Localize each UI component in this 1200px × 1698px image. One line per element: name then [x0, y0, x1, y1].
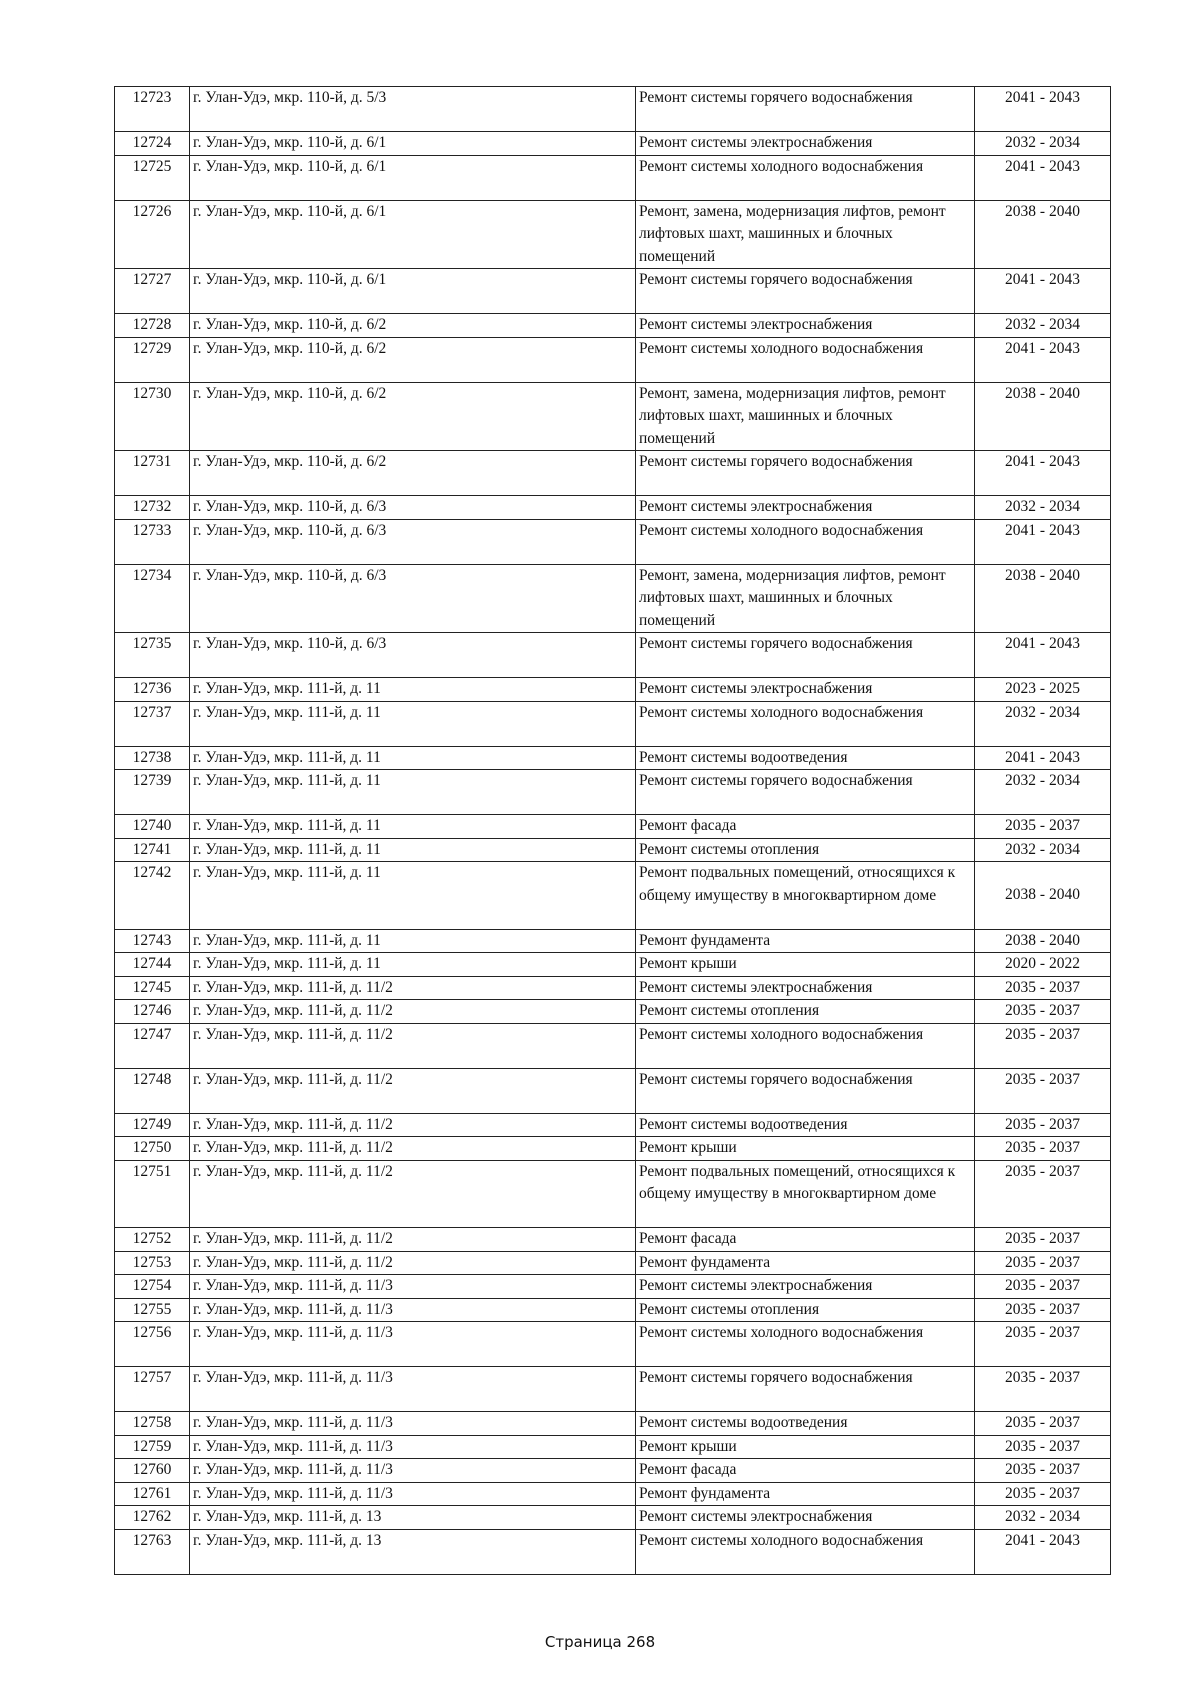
period-cell: 2035 - 2037	[975, 1367, 1111, 1412]
work-type-cell: Ремонт подвальных помещений, относящихся к общему имуществу в многоквартирном доме	[636, 1160, 975, 1228]
row-number-cell: 12752	[115, 1228, 190, 1252]
address-cell: г. Улан-Удэ, мкр. 110-й, д. 6/2	[190, 337, 636, 382]
table-row	[115, 1160, 1111, 1228]
period-cell: 2035 - 2037	[975, 976, 1111, 1000]
row-number-cell: 12724	[115, 132, 190, 156]
row-number-cell: 12751	[115, 1160, 190, 1228]
row-number-cell: 12733	[115, 519, 190, 564]
work-type-cell: Ремонт системы холодного водоснабжения	[636, 1023, 975, 1068]
table-row	[115, 1435, 1111, 1459]
work-type-cell: Ремонт системы водоотведения	[636, 1412, 975, 1436]
row-number-cell: 12741	[115, 838, 190, 862]
address-cell: г. Улан-Удэ, мкр. 110-й, д. 5/3	[190, 87, 636, 132]
row-number-cell: 12744	[115, 953, 190, 977]
period-cell: 2041 - 2043	[975, 746, 1111, 770]
period-cell: 2038 - 2040	[975, 929, 1111, 953]
address-cell: г. Улан-Удэ, мкр. 111-й, д. 11/2	[190, 1023, 636, 1068]
table-row	[115, 1529, 1111, 1574]
work-type-cell: Ремонт подвальных помещений, относящихся к общему имуществу в многоквартирном доме	[636, 862, 975, 930]
work-type-cell: Ремонт крыши	[636, 953, 975, 977]
row-number-cell: 12736	[115, 678, 190, 702]
work-type-cell: Ремонт системы отопления	[636, 1000, 975, 1024]
period-cell: 2041 - 2043	[975, 337, 1111, 382]
table-row	[115, 382, 1111, 451]
row-number-cell: 12748	[115, 1068, 190, 1113]
period-cell: 2041 - 2043	[975, 519, 1111, 564]
row-number-cell: 12757	[115, 1367, 190, 1412]
row-number-cell: 12738	[115, 746, 190, 770]
work-type-cell: Ремонт фундамента	[636, 929, 975, 953]
table-row	[115, 155, 1111, 200]
period-cell: 2041 - 2043	[975, 155, 1111, 200]
table-row	[115, 132, 1111, 156]
row-number-cell: 12758	[115, 1412, 190, 1436]
period-cell: 2035 - 2037	[975, 1482, 1111, 1506]
work-type-cell: Ремонт системы горячего водоснабжения	[636, 633, 975, 678]
row-number-cell: 12743	[115, 929, 190, 953]
address-cell: г. Улан-Удэ, мкр. 111-й, д. 11	[190, 929, 636, 953]
row-number-cell: 12746	[115, 1000, 190, 1024]
table-row	[115, 1137, 1111, 1161]
row-number-cell: 12727	[115, 269, 190, 314]
row-number-cell: 12731	[115, 451, 190, 496]
address-cell: г. Улан-Удэ, мкр. 111-й, д. 11	[190, 746, 636, 770]
table-row	[115, 701, 1111, 746]
table-row	[115, 1459, 1111, 1483]
row-number-cell: 12740	[115, 815, 190, 839]
address-cell: г. Улан-Удэ, мкр. 111-й, д. 11/3	[190, 1275, 636, 1299]
period-cell: 2032 - 2034	[975, 701, 1111, 746]
period-cell: 2032 - 2034	[975, 1506, 1111, 1530]
work-type-cell: Ремонт системы электроснабжения	[636, 976, 975, 1000]
period-cell: 2035 - 2037	[975, 1113, 1111, 1137]
period-cell: 2035 - 2037	[975, 1322, 1111, 1367]
table-row	[115, 1068, 1111, 1113]
works-table	[114, 86, 1111, 1575]
address-cell: г. Улан-Удэ, мкр. 110-й, д. 6/3	[190, 633, 636, 678]
table-row	[115, 1000, 1111, 1024]
address-cell: г. Улан-Удэ, мкр. 111-й, д. 11/2	[190, 1160, 636, 1228]
period-cell: 2035 - 2037	[975, 815, 1111, 839]
work-type-cell: Ремонт фасада	[636, 1228, 975, 1252]
table-row	[115, 87, 1111, 132]
work-type-cell: Ремонт системы горячего водоснабжения	[636, 1068, 975, 1113]
address-cell: г. Улан-Удэ, мкр. 110-й, д. 6/3	[190, 519, 636, 564]
row-number-cell: 12763	[115, 1529, 190, 1574]
period-cell: 2035 - 2037	[975, 1160, 1111, 1228]
work-type-cell: Ремонт, замена, модернизация лифтов, ремонт лифтовых шахт, машинных и блочных помещений	[636, 200, 975, 269]
period-cell: 2041 - 2043	[975, 87, 1111, 132]
works-table-body	[115, 87, 1111, 1575]
address-cell: г. Улан-Удэ, мкр. 110-й, д. 6/3	[190, 564, 636, 633]
row-number-cell: 12759	[115, 1435, 190, 1459]
address-cell: г. Улан-Удэ, мкр. 111-й, д. 11/3	[190, 1322, 636, 1367]
period-cell: 2032 - 2034	[975, 838, 1111, 862]
address-cell: г. Улан-Удэ, мкр. 111-й, д. 11/3	[190, 1412, 636, 1436]
address-cell: г. Улан-Удэ, мкр. 110-й, д. 6/2	[190, 314, 636, 338]
row-number-cell: 12754	[115, 1275, 190, 1299]
work-type-cell: Ремонт системы электроснабжения	[636, 496, 975, 520]
row-number-cell: 12737	[115, 701, 190, 746]
period-cell: 2038 - 2040	[975, 862, 1111, 930]
table-row	[115, 1367, 1111, 1412]
work-type-cell: Ремонт системы отопления	[636, 838, 975, 862]
table-row	[115, 564, 1111, 633]
table-row	[115, 633, 1111, 678]
table-row	[115, 746, 1111, 770]
table-row	[115, 953, 1111, 977]
work-type-cell: Ремонт крыши	[636, 1435, 975, 1459]
address-cell: г. Улан-Удэ, мкр. 111-й, д. 11/3	[190, 1435, 636, 1459]
table-row	[115, 314, 1111, 338]
address-cell: г. Улан-Удэ, мкр. 111-й, д. 11/3	[190, 1459, 636, 1483]
period-cell: 2020 - 2022	[975, 953, 1111, 977]
work-type-cell: Ремонт крыши	[636, 1137, 975, 1161]
table-row	[115, 337, 1111, 382]
period-cell: 2035 - 2037	[975, 1412, 1111, 1436]
row-number-cell: 12728	[115, 314, 190, 338]
row-number-cell: 12732	[115, 496, 190, 520]
period-cell: 2032 - 2034	[975, 496, 1111, 520]
row-number-cell: 12735	[115, 633, 190, 678]
work-type-cell: Ремонт системы отопления	[636, 1298, 975, 1322]
work-type-cell: Ремонт фасада	[636, 815, 975, 839]
period-cell: 2035 - 2037	[975, 1068, 1111, 1113]
work-type-cell: Ремонт системы горячего водоснабжения	[636, 451, 975, 496]
work-type-cell: Ремонт системы электроснабжения	[636, 678, 975, 702]
address-cell: г. Улан-Удэ, мкр. 111-й, д. 11/3	[190, 1367, 636, 1412]
work-type-cell: Ремонт системы горячего водоснабжения	[636, 770, 975, 815]
address-cell: г. Улан-Удэ, мкр. 110-й, д. 6/2	[190, 382, 636, 451]
table-row	[115, 770, 1111, 815]
work-type-cell: Ремонт системы электроснабжения	[636, 1275, 975, 1299]
address-cell: г. Улан-Удэ, мкр. 111-й, д. 11	[190, 815, 636, 839]
address-cell: г. Улан-Удэ, мкр. 111-й, д. 11	[190, 678, 636, 702]
period-cell: 2038 - 2040	[975, 382, 1111, 451]
row-number-cell: 12729	[115, 337, 190, 382]
table-row	[115, 1251, 1111, 1275]
table-row	[115, 1228, 1111, 1252]
work-type-cell: Ремонт системы электроснабжения	[636, 1506, 975, 1530]
row-number-cell: 12723	[115, 87, 190, 132]
work-type-cell: Ремонт системы холодного водоснабжения	[636, 155, 975, 200]
row-number-cell: 12753	[115, 1251, 190, 1275]
row-number-cell: 12725	[115, 155, 190, 200]
row-number-cell: 12730	[115, 382, 190, 451]
address-cell: г. Улан-Удэ, мкр. 110-й, д. 6/1	[190, 132, 636, 156]
table-row	[115, 1322, 1111, 1367]
row-number-cell: 12755	[115, 1298, 190, 1322]
period-cell: 2038 - 2040	[975, 200, 1111, 269]
table-row	[115, 1412, 1111, 1436]
row-number-cell: 12750	[115, 1137, 190, 1161]
address-cell: г. Улан-Удэ, мкр. 111-й, д. 11/2	[190, 976, 636, 1000]
period-cell: 2038 - 2040	[975, 564, 1111, 633]
address-cell: г. Улан-Удэ, мкр. 111-й, д. 11/2	[190, 1113, 636, 1137]
period-cell: 2023 - 2025	[975, 678, 1111, 702]
table-row	[115, 496, 1111, 520]
row-number-cell: 12739	[115, 770, 190, 815]
row-number-cell: 12742	[115, 862, 190, 930]
row-number-cell: 12760	[115, 1459, 190, 1483]
page-footer	[0, 1633, 1200, 1651]
period-cell: 2041 - 2043	[975, 1529, 1111, 1574]
table-row	[115, 269, 1111, 314]
table-row	[115, 976, 1111, 1000]
address-cell: г. Улан-Удэ, мкр. 111-й, д. 11/2	[190, 1251, 636, 1275]
period-cell: 2032 - 2034	[975, 770, 1111, 815]
period-cell: 2035 - 2037	[975, 1459, 1111, 1483]
table-row	[115, 1506, 1111, 1530]
work-type-cell: Ремонт системы холодного водоснабжения	[636, 1322, 975, 1367]
address-cell: г. Улан-Удэ, мкр. 111-й, д. 11/3	[190, 1482, 636, 1506]
row-number-cell: 12734	[115, 564, 190, 633]
work-type-cell: Ремонт системы водоотведения	[636, 746, 975, 770]
table-row	[115, 838, 1111, 862]
row-number-cell: 12749	[115, 1113, 190, 1137]
period-cell: 2035 - 2037	[975, 1023, 1111, 1068]
address-cell: г. Улан-Удэ, мкр. 110-й, д. 6/1	[190, 155, 636, 200]
address-cell: г. Улан-Удэ, мкр. 111-й, д. 11	[190, 701, 636, 746]
row-number-cell: 12726	[115, 200, 190, 269]
table-row	[115, 1275, 1111, 1299]
address-cell: г. Улан-Удэ, мкр. 111-й, д. 11/3	[190, 1298, 636, 1322]
table-row	[115, 451, 1111, 496]
address-cell: г. Улан-Удэ, мкр. 111-й, д. 11/2	[190, 1228, 636, 1252]
row-number-cell: 12756	[115, 1322, 190, 1367]
work-type-cell: Ремонт, замена, модернизация лифтов, ремонт лифтовых шахт, машинных и блочных помещений	[636, 382, 975, 451]
period-cell: 2035 - 2037	[975, 1000, 1111, 1024]
work-type-cell: Ремонт, замена, модернизация лифтов, ремонт лифтовых шахт, машинных и блочных помещений	[636, 564, 975, 633]
address-cell: г. Улан-Удэ, мкр. 111-й, д. 13	[190, 1529, 636, 1574]
row-number-cell: 12745	[115, 976, 190, 1000]
address-cell: г. Улан-Удэ, мкр. 110-й, д. 6/1	[190, 200, 636, 269]
period-cell: 2035 - 2037	[975, 1251, 1111, 1275]
work-type-cell: Ремонт фундамента	[636, 1482, 975, 1506]
period-cell: 2035 - 2037	[975, 1275, 1111, 1299]
period-cell: 2041 - 2043	[975, 269, 1111, 314]
period-cell: 2032 - 2034	[975, 314, 1111, 338]
period-cell: 2035 - 2037	[975, 1137, 1111, 1161]
row-number-cell: 12762	[115, 1506, 190, 1530]
address-cell: г. Улан-Удэ, мкр. 111-й, д. 11/2	[190, 1137, 636, 1161]
address-cell: г. Улан-Удэ, мкр. 111-й, д. 11/2	[190, 1068, 636, 1113]
address-cell: г. Улан-Удэ, мкр. 111-й, д. 11	[190, 953, 636, 977]
table-row	[115, 1298, 1111, 1322]
address-cell: г. Улан-Удэ, мкр. 111-й, д. 13	[190, 1506, 636, 1530]
work-type-cell: Ремонт системы горячего водоснабжения	[636, 269, 975, 314]
table-row	[115, 678, 1111, 702]
period-cell: 2041 - 2043	[975, 451, 1111, 496]
work-type-cell: Ремонт системы холодного водоснабжения	[636, 701, 975, 746]
address-cell: г. Улан-Удэ, мкр. 110-й, д. 6/3	[190, 496, 636, 520]
table-row	[115, 815, 1111, 839]
period-cell: 2032 - 2034	[975, 132, 1111, 156]
address-cell: г. Улан-Удэ, мкр. 111-й, д. 11	[190, 862, 636, 930]
table-row	[115, 862, 1111, 930]
work-type-cell: Ремонт системы горячего водоснабжения	[636, 87, 975, 132]
table-row	[115, 1113, 1111, 1137]
table-row	[115, 200, 1111, 269]
work-type-cell: Ремонт системы электроснабжения	[636, 314, 975, 338]
period-cell: 2041 - 2043	[975, 633, 1111, 678]
table-row	[115, 519, 1111, 564]
period-cell: 2035 - 2037	[975, 1228, 1111, 1252]
work-type-cell: Ремонт фасада	[636, 1459, 975, 1483]
address-cell: г. Улан-Удэ, мкр. 111-й, д. 11	[190, 838, 636, 862]
work-type-cell: Ремонт системы электроснабжения	[636, 132, 975, 156]
work-type-cell: Ремонт системы водоотведения	[636, 1113, 975, 1137]
address-cell: г. Улан-Удэ, мкр. 110-й, д. 6/2	[190, 451, 636, 496]
page-number: Страница 268	[544, 1633, 656, 1651]
table-row	[115, 1023, 1111, 1068]
address-cell: г. Улан-Удэ, мкр. 111-й, д. 11	[190, 770, 636, 815]
table-row	[115, 1482, 1111, 1506]
work-type-cell: Ремонт системы горячего водоснабжения	[636, 1367, 975, 1412]
work-type-cell: Ремонт фундамента	[636, 1251, 975, 1275]
row-number-cell: 12747	[115, 1023, 190, 1068]
work-type-cell: Ремонт системы холодного водоснабжения	[636, 1529, 975, 1574]
row-number-cell: 12761	[115, 1482, 190, 1506]
period-cell: 2035 - 2037	[975, 1435, 1111, 1459]
work-type-cell: Ремонт системы холодного водоснабжения	[636, 519, 975, 564]
address-cell: г. Улан-Удэ, мкр. 111-й, д. 11/2	[190, 1000, 636, 1024]
address-cell: г. Улан-Удэ, мкр. 110-й, д. 6/1	[190, 269, 636, 314]
table-row	[115, 929, 1111, 953]
period-cell: 2035 - 2037	[975, 1298, 1111, 1322]
work-type-cell: Ремонт системы холодного водоснабжения	[636, 337, 975, 382]
